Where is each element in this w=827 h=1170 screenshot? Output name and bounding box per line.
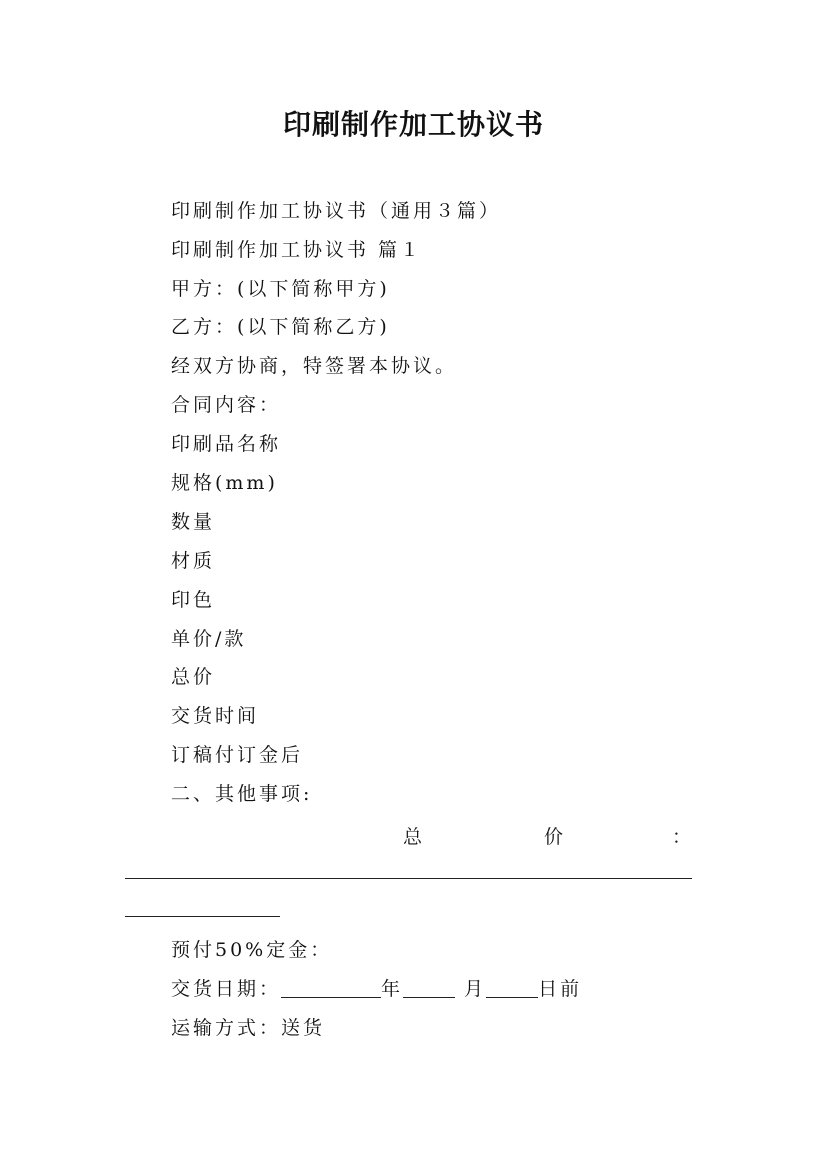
day-blank [486, 977, 538, 998]
item-delivery-time: 交货时间 [171, 705, 260, 727]
deposit-line: 预付50%定金： [171, 939, 333, 961]
item-quantity: 数量 [171, 511, 216, 533]
subtitle-line: 印刷制作加工协议书（通用３篇） [171, 200, 502, 222]
delivery-date-line [171, 977, 582, 1001]
year-label: 年 [381, 978, 404, 1000]
party-b-line: 乙方：(以下简称乙方) [171, 316, 390, 338]
agreement-intro-line: 经双方协商，特签署本协议。 [171, 355, 458, 377]
document-title: 印刷制作加工协议书 [282, 108, 544, 141]
month-label: 月 [464, 978, 487, 1000]
total-price-colon: ： [672, 826, 692, 848]
item-spec: 规格(mm) [171, 472, 278, 494]
month-blank [403, 977, 455, 998]
item-material: 材质 [171, 550, 216, 572]
day-label: 日前 [538, 978, 583, 1000]
item-print-color: 印色 [171, 589, 216, 611]
total-price-underline-1 [125, 878, 692, 879]
total-price-char-2: 价 [544, 826, 564, 848]
total-price-underline-2 [125, 916, 280, 917]
contract-content-heading: 合同内容： [171, 394, 282, 416]
section-heading-line: 印刷制作加工协议书 篇１ [171, 239, 423, 261]
total-price-row [0, 822, 827, 846]
delivery-date-label: 交货日期： [171, 978, 282, 1000]
item-delivery-note: 订稿付订金后 [171, 744, 304, 766]
total-price-char-1: 总 [403, 826, 423, 848]
year-blank [281, 977, 381, 998]
party-a-line: 甲方：(以下简称甲方) [171, 278, 390, 300]
item-total-price: 总价 [171, 666, 216, 688]
item-unit-price: 单价/款 [171, 628, 247, 650]
shipping-method-line: 运输方式：送货 [171, 1017, 326, 1039]
other-matters-heading: 二、其他事项: [171, 783, 313, 805]
item-print-name: 印刷品名称 [171, 433, 282, 455]
